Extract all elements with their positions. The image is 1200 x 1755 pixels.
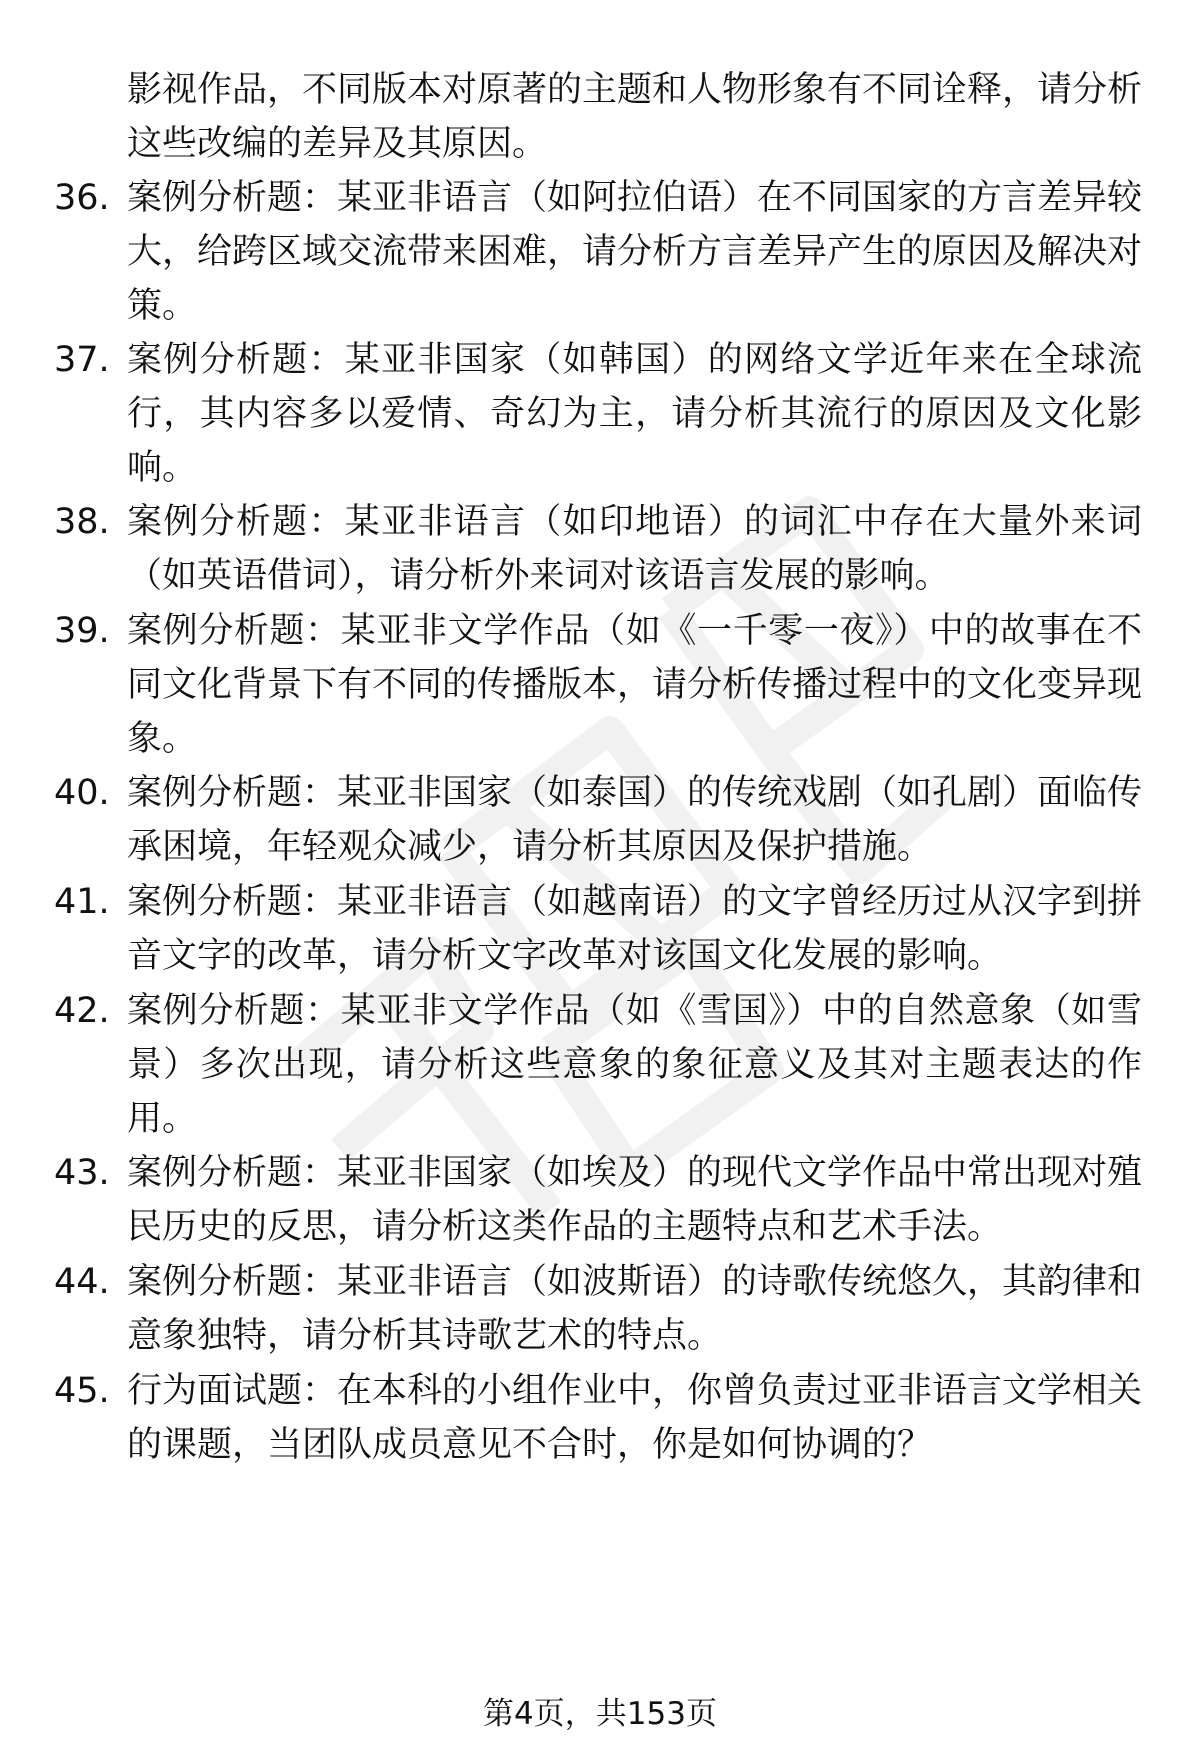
continuation-paragraph: 影视作品，不同版本对原著的主题和人物形象有不同诠释，请分析这些改编的差异及其原因。	[127, 70, 1143, 164]
question-text: 案例分析题：某亚非国家（如埃及）的现代文学作品中常出现对殖民历史的反思，请分析这类作品的主题特点和艺术手法。	[127, 1153, 1143, 1247]
question-text: 案例分析题：某亚非文学作品（如《一千零一夜》）中的故事在不同文化背景下有不同的传播版本，请分析传播过程中的文化变异现象。	[127, 611, 1143, 759]
question-text: 案例分析题：某亚非语言（如波斯语）的诗歌传统悠久，其韵律和意象独特，请分析其诗歌艺术的特点。	[127, 1262, 1143, 1356]
question-number: 44.	[54, 1262, 110, 1302]
question-number: 42.	[54, 991, 110, 1031]
question-text: 案例分析题：某亚非语言（如越南语）的文字曾经历过从汉字到拼音文字的改革，请分析文字改革对该国文化发展的影响。	[127, 882, 1143, 976]
question-number: 41.	[54, 882, 110, 922]
page-footer: 第4页，共153页	[483, 1696, 717, 1732]
question-text: 案例分析题：某亚非语言（如阿拉伯语）在不同国家的方言差异较大，给跨区域交流带来困难，请分析方言差异产生的原因及解决对策。	[127, 178, 1143, 326]
question-number: 36.	[54, 178, 110, 218]
question-text: 行为面试题：在本科的小组作业中，你曾负责过亚非语言文学相关的课题，当团队成员意见不合时，你是如何协调的？	[127, 1371, 1143, 1465]
question-text: 案例分析题：某亚非文学作品（如《雪国》）中的自然意象（如雪景）多次出现，请分析这些意象的象征意义及其对主题表达的作用。	[127, 991, 1142, 1139]
question-number: 45.	[54, 1371, 110, 1411]
question-number: 38.	[54, 502, 110, 542]
question-text: 案例分析题：某亚非语言（如印地语）的词汇中存在大量外来词（如英语借词），请分析外来词对该语言发展的影响。	[127, 502, 1142, 596]
question-number: 37.	[54, 340, 110, 380]
question-text: 案例分析题：某亚非国家（如泰国）的传统戏剧（如孔剧）面临传承困境，年轻观众减少，请分析其原因及保护措施。	[127, 773, 1143, 867]
question-number: 43.	[54, 1153, 110, 1193]
question-text: 案例分析题：某亚非国家（如韩国）的网络文学近年来在全球流行，其内容多以爱情、奇幻为主，请分析其流行的原因及文化影响。	[127, 340, 1142, 488]
question-number: 40.	[54, 773, 110, 813]
question-number: 39.	[54, 611, 110, 651]
